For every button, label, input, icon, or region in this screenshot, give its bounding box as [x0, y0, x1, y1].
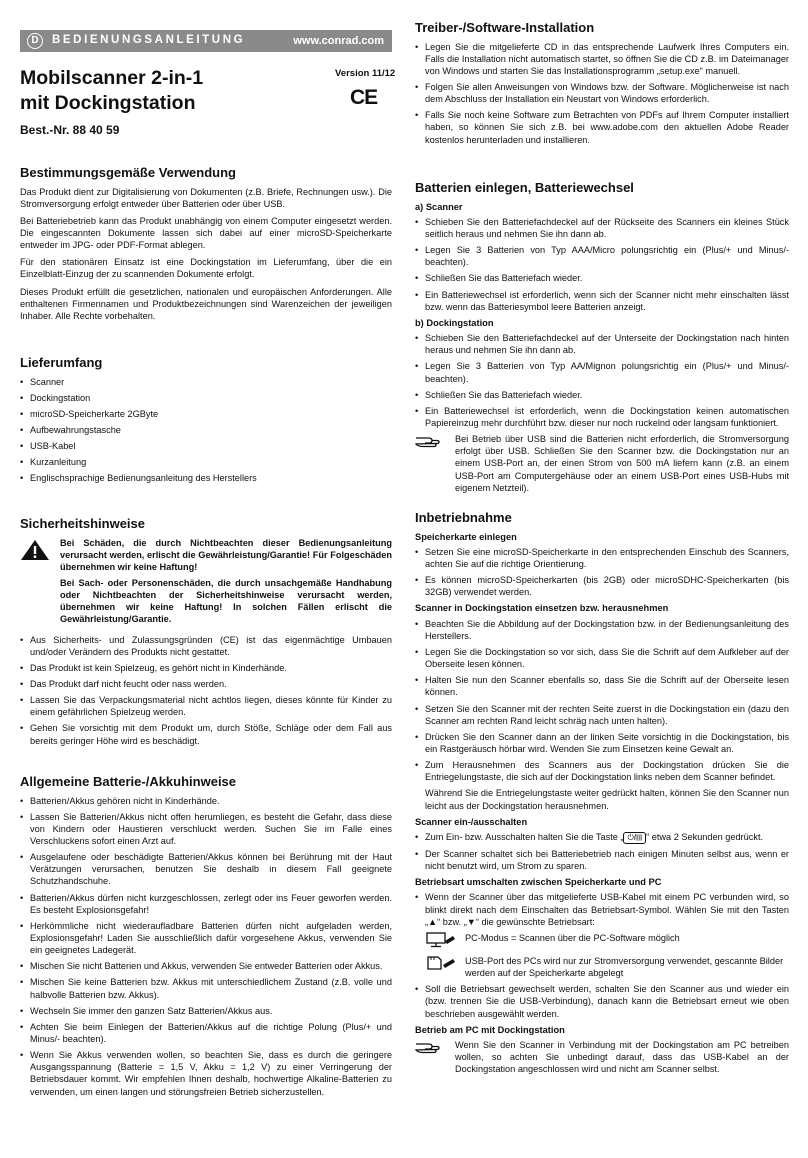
note-block — [415, 1039, 789, 1075]
paragraph: Das Produkt dient zur Digitalisierung von Dokumenten (z.B. Briefe, Rechnungen usw.). Die Stromversorgung erfolgt entweder über Batterien oder über USB. — [20, 186, 392, 209]
list-item: • Scanner — [20, 376, 392, 388]
list-item: • Schieben Sie den Batteriefachdeckel auf der Unterseite der Dockingstation nach hinten heraus und nehmen Sie ihn dann ab. — [415, 332, 789, 356]
section-startup — [415, 510, 789, 1079]
paragraph: Dieses Produkt erfüllt die gesetzlichen, nationalen und europäischen Anforderungen. Alle enthaltenen Firmennamen und Produktbezeichnungen sind Warenzeichen der jeweiligen Inhaber. Alle Rechte vorbehalten. — [20, 286, 392, 321]
list-item: • Beachten Sie die Abbildung auf der Dockingstation bzw. in der Bedienungsanleitung des Herstellers. — [415, 618, 789, 642]
list-item: • Wenn der Scanner über das mitgelieferte USB-Kabel mit einem PC verbunden wird, so blinkt direkt nach dem Einschalten das Betriebsart-Symbol. Wählen Sie mit den Tasten „▲“ bzw. „▼“ die gewünschte Betriebsart: — [415, 891, 789, 927]
memory-card-mode-icon — [425, 955, 465, 974]
list-item: • Halten Sie nun den Scanner ebenfalls so, dass Sie die Schrift auf der Oberseite lesen können. — [415, 674, 789, 698]
section-driver — [415, 20, 789, 150]
pointing-hand-icon — [415, 1039, 455, 1075]
subheading: b) Dockingstation — [415, 317, 494, 328]
power-key-icon: ⏻/▥ — [623, 832, 646, 844]
mode-pc-text: PC-Modus = Scannen über die PC-Software möglich — [465, 932, 680, 943]
list-item: • Wechseln Sie immer den ganzen Satz Batterien/Akkus aus. — [20, 1005, 392, 1017]
list-item: • Setzen Sie den Scanner mit der rechten Seite zuerst in die Dockingstation ein (dazu den Scanner am rechten Rand leicht schräg nach unten halten). — [415, 703, 789, 727]
heading-intended-use: Bestimmungsgemäße Verwendung — [20, 165, 236, 180]
heading-driver: Treiber-/Software-Installation — [415, 20, 595, 35]
list-item: • Englischsprachige Bedienungsanleitung des Herstellers — [20, 472, 392, 484]
list-item: • Ausgelaufene oder beschädigte Batterien/Akkus können bei Berührung mit der Haut Verätzungen verursachen, benutzen Sie deshalb in diesem Fall geeignete Schutzhandschuhe. — [20, 851, 392, 887]
list-item: • Legen Sie 3 Batterien von Typ AAA/Micro polungsrichtig ein (Plus/+ und Minus/- beachten). — [415, 244, 789, 268]
subheading: Scanner in Dockingstation einsetzen bzw. herausnehmen — [415, 603, 669, 614]
list-item: • Schließen Sie das Batteriefach wieder. — [415, 272, 789, 284]
list-item: • Lassen Sie das Verpackungsmaterial nicht achtlos liegen, dieses könnte für Kinder zu einem gefährlichen Spielzeug werden. — [20, 694, 392, 718]
list-item — [415, 831, 789, 844]
section-batteries — [415, 180, 789, 498]
list-item: • Legen Sie die mitgelieferte CD in das entsprechende Laufwerk Ihres Computers ein. Falls die Installation nicht automatisch startet, so öffnen Sie die CD z.B. im Dateimanager von Windows und starten Sie das Installationsprogramm „setup.exe“ manuell. — [415, 41, 789, 77]
subheading: Speicherkarte einlegen — [415, 531, 517, 542]
list-item: • Schließen Sie das Batteriefach wieder. — [415, 389, 789, 401]
ce-mark: CE — [350, 86, 378, 109]
list-item: • Mischen Sie keine Batterien bzw. Akkus mit unterschiedlichem Zustand (z.B. volle und halbvolle Batterien bzw. Akkus). — [20, 976, 392, 1000]
note-text: Bei Betrieb über USB sind die Batterien nicht erforderlich, die Stromversorgung erfolgt über USB. Schließen Sie den Scanner bzw. die Dockingstation nur an einem USB-Port an, der einen Strom von 500 mA liefern kann (z.B. an einem USB-Port am Computergehäuse oder an einem USB-Port eines USB-Hubs mit eigenem Netzteil). — [455, 434, 789, 493]
list-item: • Setzen Sie eine microSD-Speicherkarte in den entsprechenden Einschub des Scanners, achten Sie auf die richtige Orientierung. — [415, 546, 789, 570]
warning-text: Bei Schäden, die durch Nichtbeachten dieser Bedienungsanleitung verursacht werden, erlischt die Gewährleistung/Garantie! Für Folgeschäden übernehmen wir keine Haftung! — [60, 537, 392, 572]
list-item: • Ein Batteriewechsel ist erforderlich, wenn sich der Scanner nicht mehr einschalten lässt bzw. wenn das Batteriesymbol leere Batterien anzeigt. — [415, 289, 789, 313]
list-item: • Batterien/Akkus dürfen nicht kurzgeschlossen, zerlegt oder ins Feuer geworfen werden. Es besteht Explosionsgefahr! — [20, 892, 392, 916]
list-item: • Mischen Sie nicht Batterien und Akkus, verwenden Sie entweder Batterien oder Akkus. — [20, 960, 392, 972]
text: Zum Ein- bzw. Ausschalten halten Sie die Taste „ — [425, 831, 624, 842]
list-item: • Aus Sicherheits- und Zulassungsgründen (CE) ist das eigenmächtige Umbauen und/oder Verändern des Produkts nicht gestattet. — [20, 634, 392, 658]
heading-scope: Lieferumfang — [20, 355, 103, 370]
list-item: • Falls Sie noch keine Software zum Betrachten von PDFs auf Ihrem Computer installiert haben, so können Sie sich z.B. bei www.adobe.com den aktuellen Adobe Reader kostenlos herunterladen und installieren. — [415, 109, 789, 145]
section-safety — [20, 516, 392, 751]
paragraph: Während Sie die Entriegelungstaste weiter gedrückt halten, können Sie den Scanner nun leicht aus der Dockingstation herausnehmen. — [425, 788, 789, 811]
subheading: Betrieb am PC mit Dockingstation — [415, 1024, 565, 1035]
mode-card — [425, 955, 789, 979]
section-scope — [20, 355, 392, 489]
list-item: • USB-Kabel — [20, 440, 392, 452]
note-block — [415, 433, 789, 494]
list-item: • Ein Batteriewechsel ist erforderlich, wenn die Dockingstation keinen automatischen Papiereinzug mehr durchführt bzw. dieser nur noch ruckelnd oder langsam funktioniert. — [415, 405, 789, 429]
list-item: • Dockingstation — [20, 392, 392, 404]
mode-card-text: USB-Port des PCs wird nur zur Stromversorgung verwendet, gescannte Bilder werden auf der Speicherkarte abgelegt — [465, 956, 784, 979]
mode-pc — [425, 932, 789, 951]
list-item: • microSD-Speicherkarte 2GByte — [20, 408, 392, 420]
pc-mode-icon — [425, 932, 465, 951]
list-item: • Schieben Sie den Batteriefachdeckel auf der Rückseite des Scanners ein kleines Stück seitlich heraus und nehmen Sie ihn dann ab. — [415, 216, 789, 240]
text: “ etwa 2 Sekunden gedrückt. — [646, 831, 764, 842]
heading-battery-notes: Allgemeine Batterie-/Akkuhinweise — [20, 774, 237, 789]
list-item: • Das Produkt ist kein Spielzeug, es gehört nicht in Kinderhände. — [20, 662, 392, 674]
list-item: • Es können microSD-Speicherkarten (bis 2GB) oder microSDHC-Speicherkarten (bis 32GB) verwendet werden. — [415, 574, 789, 598]
list-item: • Wenn Sie Akkus verwenden wollen, so beachten Sie, dass es durch die geringere Ausgangsspannung (Batterie = 1,5 V, Akku = 1,2 V) zu einer Verringerung der Betriebsdauer kommt. Wir empfehlen Ihnen deshalb, hochwertige Alkaline-Batterien zu verwenden, um einen langen und störungsfreien Betrieb sicherzustellen. — [20, 1049, 392, 1098]
list-item: • Herkömmliche nicht wiederaufladbare Batterien dürfen nicht aufgeladen werden, Explosionsgefahr! Laden Sie ausschließlich dafür vorgesehene Akkus, verwenden Sie ein geeignetes Ladegerät. — [20, 920, 392, 956]
language-badge: D — [27, 33, 43, 49]
list-item: • Lassen Sie Batterien/Akkus nicht offen herumliegen, es besteht die Gefahr, dass diese von Kindern oder Haustieren verschluckt werden. Suchen Sie im Falle eines Verschluckens sofort einen Arzt auf. — [20, 811, 392, 847]
list-item: • Legen Sie 3 Batterien von Typ AA/Mignon polungsrichtig ein (Plus/+ und Minus/- beachten). — [415, 360, 789, 384]
warning-triangle-icon — [20, 537, 60, 630]
heading-batteries: Batterien einlegen, Batteriewechsel — [415, 180, 634, 195]
warning-text: Bei Sach- oder Personenschäden, die durch unsachgemäße Handhabung oder Nichtbeachten der Sicherheitshinweise verursacht werden, übernehmen wir keine Haftung! In solchen Fällen erlischt die Gewährleistung/Garantie. — [60, 578, 392, 625]
version-label: Version 11/12 — [335, 68, 396, 79]
product-title-line1: Mobilscanner 2-in-1 — [20, 67, 204, 89]
product-title — [20, 66, 320, 116]
section-battery-notes — [20, 774, 392, 1102]
list-item: • Drücken Sie den Scanner dann an der linken Seite vorsichtig in die Dockingstation, bis ein Rastgeräusch hörbar wird. Wenden Sie zum Einsetzen keine Gewalt an. — [415, 731, 789, 755]
list-item: • Gehen Sie vorsichtig mit dem Produkt um, durch Stöße, Schläge oder dem Fall aus bereits geringer Höhe wird es beschädigt. — [20, 722, 392, 746]
list-item: • Achten Sie beim Einlegen der Batterien/Akkus auf die richtige Polung (Plus/+ und Minus/- beachten). — [20, 1021, 392, 1045]
section-intended-use — [20, 165, 392, 327]
product-title-line2: mit Dockingstation — [20, 91, 196, 114]
list-item: • Aufbewahrungstasche — [20, 424, 392, 436]
subheading: a) Scanner — [415, 201, 463, 212]
pointing-hand-icon — [415, 433, 455, 494]
list-item: • Kurzanleitung — [20, 456, 392, 468]
list-item: • Der Scanner schaltet sich bei Batteriebetrieb nach einigen Minuten selbst aus, wenn er nicht benutzt wird, um Strom zu sparen. — [415, 848, 789, 872]
paragraph: Bei Batteriebetrieb kann das Produkt unabhängig von einem Computer eingesetzt werden. Die eingescannten Dokumente lassen sich dabei auf einer microSD-Speicherkarte entweder im JPG- oder PDF-Format ablegen. — [20, 215, 392, 251]
list-item: • Batterien/Akkus gehören nicht in Kinderhände. — [20, 795, 392, 807]
heading-startup: Inbetriebnahme — [415, 510, 512, 525]
list-item: • Legen Sie die Dockingstation so vor sich, dass Sie die Schrift auf dem Aufkleber auf der Oberseite lesen können. — [415, 646, 789, 670]
paragraph: Für den stationären Einsatz ist eine Dockingstation im Lieferumfang, über die ein Einzelblatt-Einzug der zu scannenden Dokumente erfolgt. — [20, 257, 392, 280]
header-banner — [20, 30, 392, 52]
subheading: Scanner ein-/ausschalten — [415, 816, 528, 827]
banner-url[interactable]: www.conrad.com — [293, 34, 384, 47]
note-text: Wenn Sie den Scanner in Verbindung mit der Dockingstation am PC betreiben wollen, so achten Sie unbedingt darauf, dass das USB-Kabel an der Dockingstation angeschlossen wird und nicht am Scanner selbst. — [455, 1040, 789, 1075]
banner-title: BEDIENUNGSANLEITUNG — [52, 34, 246, 47]
list-item: • Das Produkt darf nicht feucht oder nass werden. — [20, 678, 392, 690]
list-item: • Folgen Sie allen Anweisungen von Windows bzw. der Software. Möglicherweise ist nach dem Abschluss der Installation ein Neustart von Windows erforderlich. — [415, 81, 789, 105]
order-number: Best.-Nr. 88 40 59 — [20, 123, 120, 137]
heading-safety: Sicherheitshinweise — [20, 516, 145, 531]
list-item: • Zum Herausnehmen des Scanners aus der Dockingstation drücken Sie die Entriegelungstaste, die sich auf der Dockingstation links neben dem Scanner befindet. — [415, 759, 789, 783]
warning-block — [20, 537, 392, 630]
list-item: • Soll die Betriebsart gewechselt werden, schalten Sie den Scanner aus und wieder ein (bzw. trennen Sie die USB-Verbindung), danach kann die Betriebsart erneut wie oben beschrieben ausgewählt werden. — [415, 983, 789, 1019]
subheading: Betriebsart umschalten zwischen Speicherkarte und PC — [415, 877, 662, 888]
